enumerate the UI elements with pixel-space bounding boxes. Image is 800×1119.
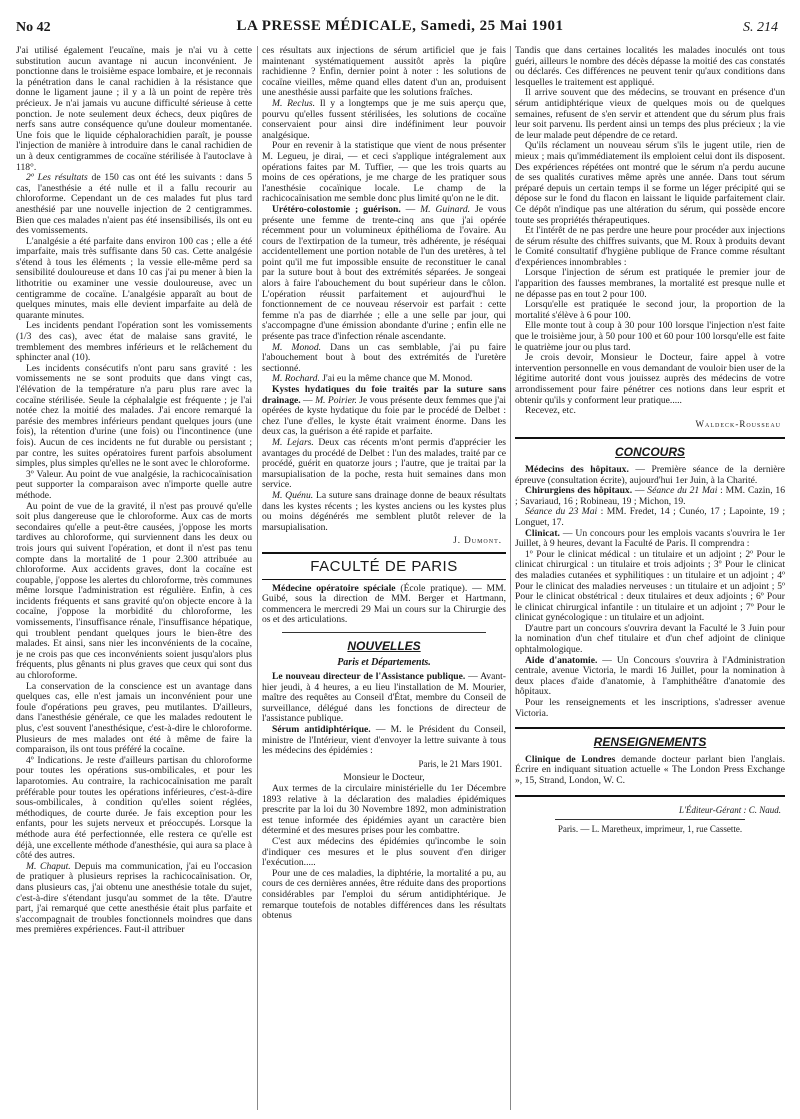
paragraph: Je crois devoir, Monsieur le Docteur, faire appel à votre intervention personnelle en vous demandant de vouloir bien user de la légitime autorité dont vous jouissez auprès des médecins de votre arrondissement pour faire pénétrer ces notions dans leur esprit et obtenir qu'ils y conforment leur pratique.....	[515, 352, 785, 406]
article-title: Clinicat.	[525, 527, 560, 539]
divider	[555, 819, 745, 820]
paragraph	[262, 438, 506, 491]
session-date: Séance du 23 Mai	[525, 506, 598, 518]
paragraph	[262, 99, 506, 141]
speaker-name: M. Rochard.	[272, 373, 320, 385]
paragraph	[262, 584, 506, 626]
article-title: Clinique de Londres	[525, 753, 616, 765]
paragraph-text: — Avant-hier jeudi, à 4 heures, a eu lieu l'installation de M. Mourier, maître des requêtes au Conseil d'État, membre du Conseil de surveillance, délégué dans les fonctions de directeur de l'assistance publique.	[262, 671, 506, 725]
paragraph-text: La suture sans drainage donne de beaux résultats dans les kystes récents ; les kystes anciens ou les kystes plus ou moins dégénérés me semblent plutôt relever de la marsupialisation.	[262, 489, 506, 533]
column-middle	[262, 46, 506, 1110]
paragraph-text: : MM. Cazin, 16 ; Savariaud, 16 ; Robineau, 19 ; Michon, 19.	[515, 485, 785, 507]
paragraph	[262, 491, 506, 533]
speaker-name: M. Reclus.	[272, 97, 316, 109]
subsection-title: Paris et Départements.	[337, 657, 431, 669]
speaker-name: M. Poirier.	[315, 394, 357, 406]
paragraph-text: — Un concours pour les emplois vacants s'ouvrira le 1er Juillet, à 9 heures, devant la Faculté de Paris. Il comprendra :	[515, 527, 785, 550]
paragraph: 1º Pour le clinicat médical : un titulaire et un adjoint ; 2º Pour le clinicat chirurgical : un titulaire et trois adjoints ; 3º Pour le clinicat des maladies cutanées et syphilitiques : un titulaire et un adjoint ; 4º Pour le clinicat des maladies nerveuses : un titulaire et un adjoint ; 5º Pour le clinicat obstétrical : deux titulaires et deux adjoints ; 6º Pour le clinicat chirurgical infantile : un titulaire et un adjoint ; 7º Pour le clinicat gynécologique : un titulaire et un adjoint.	[515, 548, 785, 624]
divider	[282, 632, 486, 633]
paragraph: Pour une de ces maladies, la diphtérie, la mortalité a pu, au cours de ces dernières années, être réduite dans des proportions considérables par l'emploi du sérum antidiphtérique. Je remarque toutefois de notables différences dans les résultats obtenus	[262, 867, 506, 922]
paragraph: 4º Indications. Je reste d'ailleurs partisan du chloroforme pour toutes les opérations sus-ombilicales, et pour les laparotomies. Au contraire, la rachicocaïnisation me paraît préférable pour toutes les opérations inférieures, c'est-à-dire sous-ombilicales, à condition qu'elles soient réglées, méthodiques, de courte durée. Je fais exception pour les enfants, pour les sujets nerveux et préoccupés. Lorsque la méthode aura été perfectionnée, elle restera ce qu'elle est déjà, une excellente méthode d'anesthésie, qui aura sa place à côté des autres.	[16, 754, 252, 862]
article-title: Sérum antidiphtérique.	[272, 724, 371, 736]
renseignements-section-header	[515, 737, 785, 750]
paragraph	[262, 672, 506, 725]
column-left	[16, 46, 252, 1110]
nouvelles-section-header	[262, 638, 506, 654]
paragraph	[515, 465, 785, 486]
speaker-name: M. Quénu.	[272, 489, 314, 501]
paragraph: Chirurgiens des hôpitaux. — Séance du 21 Mai : MM. Cazin, 16 ; Savariaud, 16 ; Robineau, 19 ; Michon, 19.	[515, 485, 785, 507]
divider	[515, 795, 785, 797]
paragraph	[16, 173, 252, 237]
paragraph-text: : MM. Fredet, 14 ; Cunéo, 17 ; Lapointe, 19 ; Longuet, 17.	[515, 506, 785, 528]
paragraph: Tandis que dans certaines localités les malades inoculés ont tous guéri, ailleurs le nombre des décès dépasse la moitié des cas constatés ou déclarés. Ces différences ne peuvent tenir qu'aux conditions dans lesquelles le traitement est appliqué.	[515, 46, 785, 88]
paragraph: Urétéro-colostomie ; guérison. — M. Guinard. Je vous présente une femme de trente-cinq ans que j'ai opérée récemment pour un volumineux épithélioma de l'ovaire. Au cours de l'extirpation de la tumeur, très adhérente, je réséquai accidentellement une portion notable de l'un des uretères, à tel point qu'il me fut impossible ensuite de reconstituer le canal par la suture bout à bout des extrémités séparées. Je songeai alors à faire l'abouchement du bout supérieur dans le côlon. L'opération réussit parfaitement et aujourd'hui le fonctionnement de ce nouveau réservoir est parfait : cette femme n'a pas de diarrhée ; elle a une selle par jour, qui s'accompagne d'une émission abondante d'urine ; enfin elle ne présente pas trace d'infection rénale ascendante.	[262, 203, 506, 343]
section-title: CONCOURS	[614, 445, 685, 460]
speaker-name: M. Monod.	[272, 341, 322, 353]
masthead	[0, 14, 800, 36]
paragraph: D'autre part un concours s'ouvrira devant la Faculté le 3 Juin pour la nomination d'un chef titulaire et d'un chef adjoint de clinique ophtalmologique.	[515, 622, 785, 656]
article-title: Médecine opératoire spéciale	[272, 582, 396, 594]
paragraph-text: — Première séance de la dernière épreuve (consultation écrite), aujourd'hui 1er Juin, à la Charité.	[515, 463, 785, 486]
paragraph	[515, 755, 785, 787]
paragraph: Pour en revenir à la statistique que vient de nous présenter M. Legueu, je dirai, — et ceci s'applique intégralement aux opérations faites par M. Tuffier, — que les trois quarts au moins de ces opérations, je me charge de les pratiquer sous l'anesthésie cocaïnique locale. Le champ de la rachicocaïnisation me semble donc plus limité qu'on ne le dit.	[262, 140, 506, 205]
paragraph: Il arrive souvent que des médecins, se trouvant en présence d'un sérum antidiphtérique vieux de quelques mois ou de quelques semaines, refusent de s'en servir et attendent que du sérum plus frais leur soit parvenu. Ils perdent ainsi un temps des plus précieux ; la vie de leur malade peut dépendre de ce retard.	[515, 87, 785, 141]
faculte-section-header	[262, 552, 506, 580]
paragraph: L'analgésie a été parfaite dans environ 100 cas ; elle a été imparfaite, mais très suffisante dans 50 cas. Cette analgésie s'étend à tous les éléments ; la vessie elle-même perd sa sensibilité douloureuse et dans 10 cas j'ai pu mener à bien la lithotritie ou examiner une vessie douloureuse, avec un centigramme de cocaïne. L'analgésie apparaît au bout de quelques minutes, mais elle devient imparfaite au delà de quarante minutes.	[16, 235, 252, 321]
paragraph: Qu'ils réclament un nouveau sérum s'ils le jugent utile, rien de mieux ; mais qu'immédiatement ils emploient celui dont ils disposent. Des expériences répétées ont montré que le sérum n'a perdu aucune de ses qualités curatives même après une année. Dans tout sérum préparé depuis un certain temps il se forme un léger précipité qui se dépose sur le fond du flacon en laissant le liquide parfaitement clair. Ce dépôt n'indique pas une altération du sérum, qui possède encore toute ses propriétés thérapeutiques.	[515, 140, 785, 226]
paragraph	[515, 529, 785, 550]
newspaper-title: LA PRESSE MÉDICALE, Samedi, 25 Mai 1901	[236, 18, 564, 34]
column-divider	[257, 46, 258, 1110]
paragraph: Elle monte tout à coup à 30 pour 100 lorsque l'injection n'est faite que le troisième jour, à 50 pour 100 et 60 pour 100 lorsqu'elle est faite le quatrième jour ou plus tard.	[515, 320, 785, 353]
inline-label: 2º Les résultats	[26, 172, 88, 184]
paragraph-text: de 150 cas ont été les suivants : dans 5 cas, l'anesthésie a été nulle et il a fallu recourir au chloroforme. Cependant un de ces malades fut plus tard anesthésié par une nouvelle injection de 2 centigrammes. Bien que ces malades n'aient pas été insensibilisés, ils ont eu des vomissements.	[16, 172, 252, 237]
paragraph: Et l'intérêt de ne pas perdre une heure pour procéder aux injections de sérum résulte des chiffres suivants, que M. Roux à produits devant le Comité consultatif d'hygiène publique de France comme résultant d'expériences innombrables :	[515, 225, 785, 268]
letter-closing: Recevez, etc.	[525, 405, 576, 417]
paragraph: La conservation de la conscience est un avantage dans quelques cas, elle n'est jamais un inconvénient pour une foule d'opérations peu graves, peu mutilantes. D'ailleurs, dans l'anesthésie générale, ce que les malades redoutent le plus, c'est souvent l'anesthésique, c'est-à-dire le chloroforme. Plusieurs de mes malades ont été à même de faire la comparaison, ils ont tous préféré la cocaïne.	[16, 680, 252, 756]
article-title: Médecins des hôpitaux.	[525, 463, 629, 475]
paragraph-text: — M. le Président du Conseil, ministre de l'Intérieur, vient d'envoyer la lettre suivante à tous les médecins des épidémies :	[262, 724, 506, 757]
paragraph: ces résultats aux injections de sérum artificiel que je fais maintenant systématiquement aussitôt après la piqûre rachidienne ? Enfin, dernier point à noter : les solutions de cocaïne vieilles, même quand elles datent d'un an, produisent une anesthésie aussi parfaite que les solutions fraîches.	[262, 46, 506, 99]
page-number: S. 214	[743, 20, 778, 35]
paragraph-text: J'ai eu la même chance que M. Monod.	[319, 373, 473, 385]
paragraph	[515, 507, 785, 528]
article-title: Urétéro-colostomie ; guérison.	[272, 203, 401, 215]
letter-salutation: Monsieur le Docteur,	[343, 772, 425, 784]
article-title: Kystes hydatiques du foie traités par la suture sans drainage.	[262, 384, 506, 406]
divider	[515, 437, 785, 439]
column-divider	[510, 46, 511, 1110]
paragraph: Pour les renseignements et les inscriptions, s'adresser avenue Victoria.	[515, 697, 785, 719]
section-title: FACULTÉ DE PARIS	[310, 557, 458, 575]
printer-credit: Paris. — L. Maretheux, imprimeur, 1, rue Cassette.	[557, 824, 743, 835]
paragraph-text: — Un Concours s'ouvrira à l'Administration centrale, avenue Victoria, le mardi 16 Juillet, pour la nomination à deux places d'aide d'anatomie, à l'amphithéâtre d'anatomie des hôpitaux.	[515, 654, 785, 698]
section-title: RENSEIGNEMENTS	[593, 735, 707, 750]
section-title: NOUVELLES	[347, 638, 421, 653]
paragraph	[16, 862, 252, 936]
concours-section-header	[515, 447, 785, 460]
paragraph: C'est aux médecins des épidémies qu'incombe le soin d'indiquer ces mesures et le plus souvent d'en diriger l'exécution.....	[262, 835, 506, 869]
paragraph-text: Il y a longtemps que je me suis aperçu que, pourvu qu'elles fussent stérilisées, les solutions de cocaïne conservaient pour ainsi dire indéfiniment leur pouvoir analgésique.	[262, 97, 506, 141]
paragraph-text: Deux cas récents m'ont permis d'apprécier les avantages du procédé de Delbet : l'un des malades, traité par ce procédé, guérit en quatorze jours ; l'autre, que je traitai par la marsupialisation de la poche, resta huit semaines dans mon service.	[262, 436, 506, 491]
article-title: Le nouveau directeur de l'Assistance publique.	[272, 671, 466, 683]
paragraph-text: Je vous présente une femme de trente-cinq ans que j'ai opérée récemment pour un volumineux épithélioma de l'ovaire. Au cours de l'extirpation de la tumeur, très adhérente, je réséquai accidentellement une portion notable de l'un des uretères, à tel point qu'il me fut impossible ensuite de reconstituer le canal par la suture bout à bout des extrémités séparées. Je songeai alors à faire l'abouchement du bout supérieur dans le côlon. L'opération réussit parfaitement et aujourd'hui le fonctionnement de ce nouveau réservoir est parfait : cette femme n'a pas de diarrhée ; elle a une selle par jour, qui s'accompagne d'une émission abondante d'urine ; enfin elle ne présente pas trace d'infection rénale ascendante.	[262, 203, 506, 343]
article-title: Chirurgiens des hôpitaux.	[525, 485, 633, 497]
session-date: Séance du 21 Mai	[647, 485, 718, 497]
paragraph	[515, 656, 785, 698]
paragraph: 3º Valeur. Au point de vue analgésie, la rachicocaïnisation peut supporter la comparaison avec n'importe quelle autre méthode.	[16, 468, 252, 501]
paragraph-text: Dans un cas semblable, j'ai pu faire l'abouchement bout à bout des extrémités de l'uretère sectionné.	[262, 341, 506, 374]
paragraph: J'ai utilisé également l'eucaïne, mais je n'ai vu à cette substitution aucun avantage ni aucun inconvénient. Je ponctionne dans le troisième espace lombaire, et je reconnais la pénétration dans le canal rachidien à la résistance que donne le ligament jaune ; il y a là un point de repère très précieux. Je n'ai jamais vu aucune difficulté sérieuse à cette ponction. Je note seulement deux échecs, deux piqûres de nerfs sans autre conséquence qu'une douleur momentanée. Une fois que le liquide céphalorachidien paraît, je pousse l'injection de manière à introduire dans le canal rachidien de un à deux centigrammes de cocaïne stérilisée à l'autoclave à 118°.	[16, 46, 252, 173]
speaker-name: M. Guinard.	[420, 203, 471, 215]
paragraph-text: Depuis ma communication, j'ai eu l'occasion de pratiquer à plusieurs reprises la rachicocaïnisation. Or, dans plusieurs cas, j'ai obtenu une anesthésie totale du sujet, c'est-à-dire s'étendant jusqu'au sommet de la tête. D'autre part, j'ai remarqué que cette anesthésie était plus parfaite et s'accompagnait de troubles fonctionnels moindres que dans mes premières expériences. Faut-il attribuer	[16, 860, 252, 936]
divider	[515, 727, 785, 729]
paragraph-text: Je vous présente deux femmes que j'ai opérées de kyste hydatique du foie par le procédé de Delbet : chez l'une d'elles, le kyste était vraiment énorme. Dans les deux cas, la guérison a été rapide et parfaite.	[262, 394, 506, 438]
paragraph: Lorsque l'injection de sérum est pratiquée le premier jour de l'apparition des fausses membranes, la mortalité est presque nulle et ne dépasse pas en tout 2 pour 100.	[515, 267, 785, 300]
paragraph	[262, 343, 506, 375]
speaker-name: M. Chaput.	[26, 860, 71, 872]
signature: J. Dumont.	[453, 535, 502, 546]
paragraph: Kystes hydatiques du foie traités par la suture sans drainage. — M. Poirier. Je vous présente deux femmes que j'ai opérées de kyste hydatique du foie par le procédé de Delbet : chez l'une d'elles, le kyste était vraiment énorme. Dans les deux cas, la guérison a été rapide et parfaite.	[262, 384, 506, 438]
paragraph-text: demande docteur parlant bien l'anglais. Écrire en indiquant situation actuelle « The London Press Exchange », 15, Strand, London, W. C.	[515, 753, 785, 786]
paragraph: Au point de vue de la gravité, il n'est pas prouvé qu'elle soit plus dangereuse que le chloroforme. Aux cas de morts secondaires qu'elle a peut-être causées, j'oppose les morts tardives au chloroforme, qui surviennent dans les deux ou trois jours qui suivent l'opération, et dont il n'est pas tenu compte dans la mortalité de 1 pour 2.300 attribuée au chloroforme. Aux accidents graves, dont la cocaïne est coupable, j'oppose les alertes du chloroforme, très communes même lorsque l'administration est régulière. Enfin, à ces incidents fréquents et sans gravité qu'on objecte encore à la cocaïne, j'oppose la morbidité du chloroforme, les vomissements, l'insuffisance rénale, l'insuffisance hépatique, qui troublent pendant quelques jours le bien-être des malades. Et ainsi, sans nier les inconvénients de la cocaïne, je ne crois pas que ces inconvénients soient jusqu'alors plus fréquents, plus gênants ni plus graves que ceux qui sont dus au chloroforme.	[16, 500, 252, 682]
paragraph-text: (École pratique). — MM. Guibé, sous la direction de MM. Berger et Hartmann, commencera le mercredi 29 Mai un cours sur la Chirurgie des os et des articulations.	[262, 582, 506, 626]
signature: Waldeck-Rousseau	[695, 418, 781, 429]
column-right	[515, 46, 785, 1110]
speaker-name: M. Lejars.	[272, 436, 314, 448]
paragraph: Les incidents consécutifs n'ont paru sans gravité : les vomissements ne se sont produits que dans vingt cas, l'élévation de la température n'a paru plus rare avec la cocaïne stérilisée. Seule la céphalalgie est fréquente ; je l'ai notée chez la moitié des malades. J'ai encore remarqué la parésie des membres inférieurs pendant quelques jours (une fois), la rétention d'urine (une fois) ou l'incontinence (une fois). Aucun de ces incidents ne fut durable ou persistant ; par contre, les suites opératoires furent parfois absolument simples, plus simples qu'elles ne le sont avec le chloroforme.	[16, 362, 252, 470]
letter-date: Paris, le 21 Mars 1901.	[418, 758, 502, 769]
paragraph: Les incidents pendant l'opération sont les vomissements (1/3 des cas), avec état de malaise sans gravité, le tremblement des membres inférieurs et le relâchement du sphincter anal (10).	[16, 320, 252, 364]
paragraph: Aux termes de la circulaire ministérielle du 1er Décembre 1893 relative à la déclaration des maladies épidémiques prescrite par la loi du 30 Novembre 1892, mon administration est tenue informée des épidémies ayant un caractère bien déterminé et des mesures prises pour les combattre.	[262, 783, 506, 837]
paragraph	[262, 725, 506, 757]
publisher-credit: L'Éditeur-Gérant : C. Naud.	[679, 804, 781, 815]
issue-number: No 42	[16, 20, 51, 35]
article-title: Aide d'anatomie.	[525, 654, 598, 666]
paragraph: Lorsqu'elle est pratiquée le second jour, la proportion de la mortalité s'élève à 6 pour 100.	[515, 299, 785, 321]
